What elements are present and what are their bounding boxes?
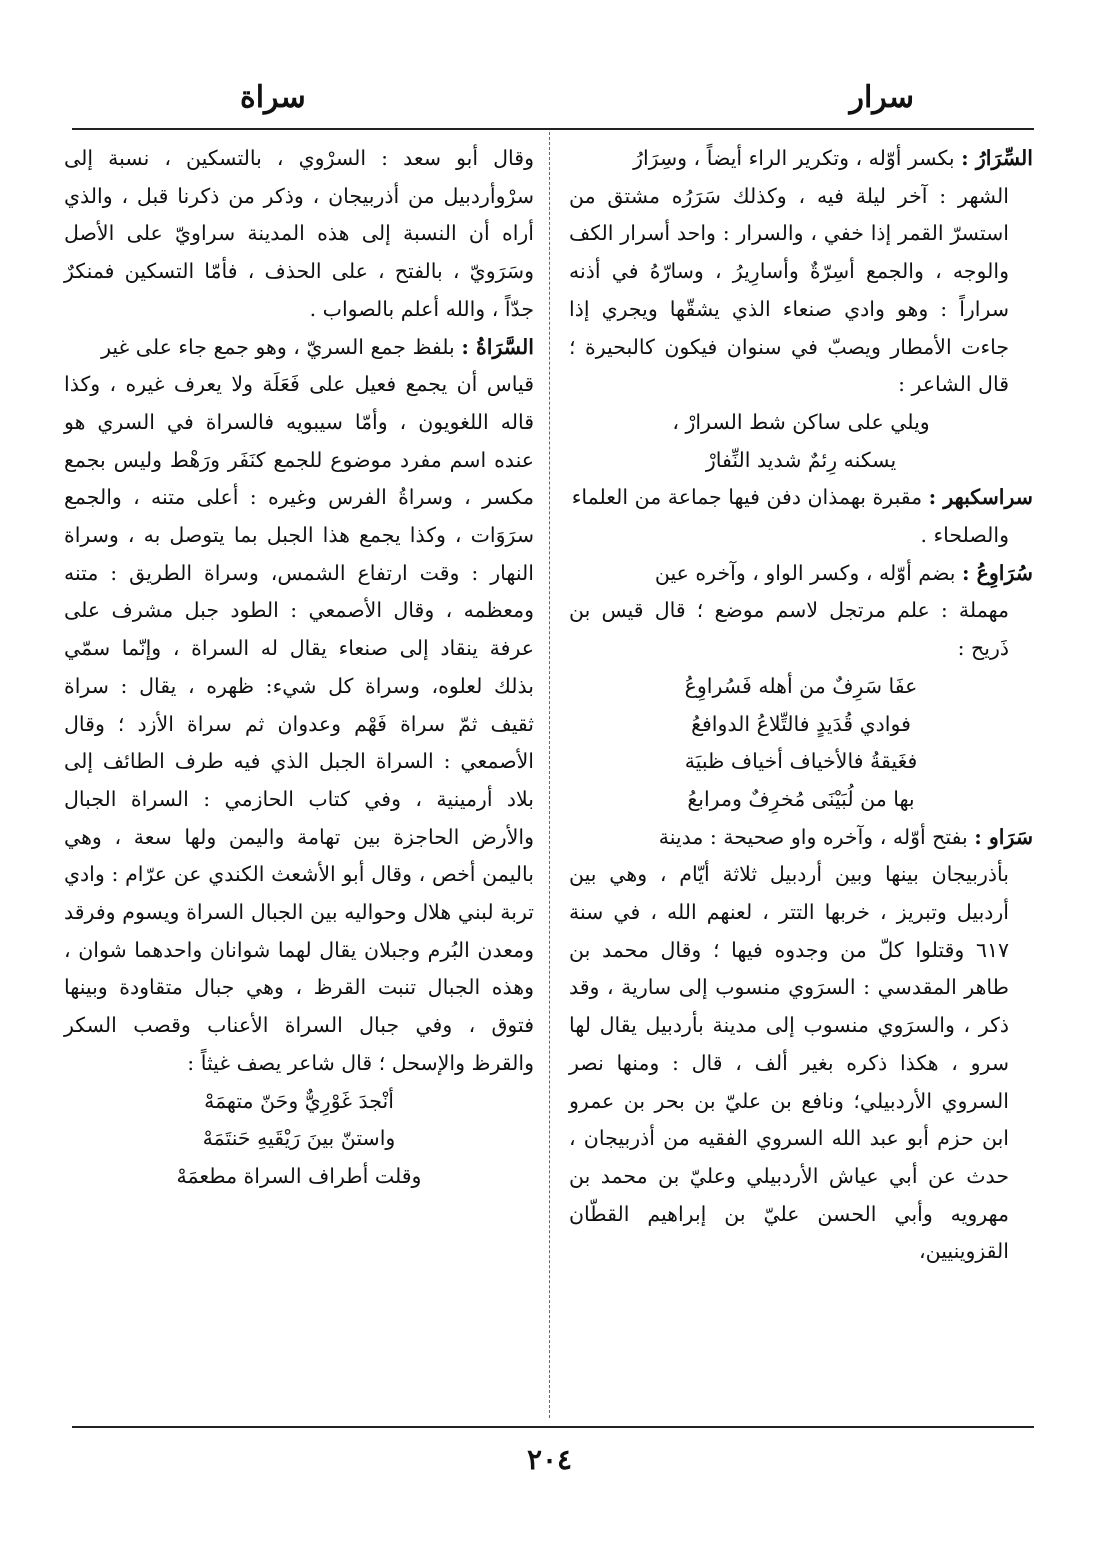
entry-text: بضم أوّله ، وكسر الواو ، وآخره عين [654, 560, 956, 585]
header-rule [72, 128, 1034, 130]
headword: سراسكبهر : [928, 485, 1033, 510]
entry-body: قياس أن يجمع فعيل على فَعَلَة ولا يعرف غيره ، وكذا قاله اللغويون ، وأمّا سيبويه فالسراة في السري هو عنده اسم مفرد موضوع للجمع كنَفَر ورَهْط وليس بجمع مكسر ، وسراةُ الفرس وغيره : أعلى متنه ، والجمع سرَوَات ، وكذا يجمع هذا الجبل بما يتوصل به ، وسراة النهار : وقت ارتفاع الشمس، وسراة الطريق : متنه ومعظمه ، وقال الأصمعي : الطود جبل مشرف على عرفة ينقاد إلى صنعاء يقال له السراة ، وإنّما سمّي بذلك لعلوه، وسراة كل شيء: ظهره ، يقال : سراة ثقيف ثمّ سراة فَهْم وعدوان ثم سراة الأزد ؛ وقال الأصمعي : السراة الجبل الذي فيه طرف الطائف إلى بلاد أرمينية ، وفي كتاب الحازمي : السراة الجبال والأرض الحاجزة بين تهامة واليمن ولها سعة ، وهي باليمن أخص ، وقال أبو الأشعث الكندي عن عرّام : وادي تربة لبني هلال وحواليه بين الجبال السراة ويسوم وفرقد ومعدن البُرم وجبلان يقال لهما شوانان واحدهما شوان ، وهذه الجبال تنبت القرظ ، وهي جبال متقاودة وبينها فتوق ، وفي جبال السراة الأعناب وقصب السكر والقرظ والإسحل ؛ قال شاعر يصف غيثاً : [64, 372, 534, 1075]
entry-saraskabhar [569, 479, 1033, 554]
verse-line: بها من لُبَيْنَى مُخرِفٌ ومرابعُ [687, 786, 915, 811]
verse-line: واستنّ بينَ رَيْقَيهِ حَنتَمَهْ [202, 1126, 396, 1151]
verse [569, 404, 1033, 479]
page-number: ٢٠٤ [526, 1443, 573, 1476]
headword: سُرَاوِعُ : [961, 560, 1033, 585]
running-header-left: سراة [240, 80, 306, 115]
verse-line: وقلت أطراف السراة مطعمَهْ [176, 1163, 422, 1188]
entry-body: بأذربيجان بينها وبين أردبيل ثلاثة أيّام ، وهي بين أردبيل وتبريز ، خربها التتر ، لعنهم الله ، في سنة ٦١٧ وقتلوا كلّ من وجدوه فيها ؛ وقال محمد بن طاهر المقدسي : السرَوي منسوب إلى سارية ، وقد ذكر ، والسرَوي منسوب إلى مدينة بأردبيل يقال لها سرو ، هكذا ذكره بغير ألف ، قال : ومنها نصر السروي الأردبيلي؛ ونافع بن عليّ بن بحر بن عمرو ابن حزم أبو عبد الله السروي الفقيه من أذربيجان ، حدث عن أبي عياش الأردبيلي وعليّ بن محمد بن مهرويه وأبي الحسن عليّ بن إبراهيم القطّان القزوينيين، [569, 862, 1009, 1264]
verse-line: يسكنه رِئمٌ شديد النِّفارْ [705, 447, 897, 472]
verse-line: أنْجدَ غَوْرِيٌّ وحَنّ متهمَهْ [204, 1088, 394, 1113]
verse [569, 668, 1033, 819]
entry-saraw [569, 819, 1033, 1271]
footer-rule [72, 1426, 1034, 1428]
continuation-text: وقال أبو سعد : السرْوي ، بالتسكين ، نسبة إلى سرْوأردبيل من أذربيجان ، وذكر من ذكرنا قبل ، والذي أراه أن النسبة إلى هذه المدينة سراويّ على الأصل وسَرَويّ ، بالفتح ، على الحذف ، فأمّا التسكين فمنكرٌ جدّاً ، والله أعلم بالصواب . [64, 146, 534, 321]
entry-body: مهملة : علم مرتجل لاسم موضع ؛ قال قيس بن ذَريح : [569, 598, 1009, 661]
entry-text: بلفظ جمع السريّ ، وهو جمع جاء على غير [101, 334, 455, 359]
headword: سَرَاو : [974, 824, 1033, 849]
right-column [569, 140, 1033, 1271]
running-header-right: سرار [849, 80, 914, 115]
entry-text: بفتح أوّله ، وآخره واو صحيحة : مدينة [658, 824, 968, 849]
verse-line: فغَيقةُ فالأخياف أخياف ظبيَة [684, 749, 918, 774]
verse-line: عفَا سَرِفٌ من أهله فَسُراوِعُ [684, 673, 918, 698]
entry-text: مقبرة بهمذان دفن فيها جماعة من العلماء [571, 485, 923, 510]
headword: السَّرَاةُ : [461, 334, 534, 359]
verse [64, 1083, 534, 1196]
verse-line: فوادي قُدَيدٍ فالتِّلاعُ الدوافعُ [691, 711, 911, 736]
entry-sirar [569, 140, 1033, 479]
left-column [64, 140, 534, 1196]
entry-surawi [569, 555, 1033, 819]
entry-body: الشهر : آخر ليلة فيه ، وكذلك سَرَرُه مشتق من استسرّ القمر إذا خفي ، والسرار : واحد أسرار الكف والوجه ، والجمع أسِرّةٌ وأسارِيرُ ، وسارّهُ في أذنه سراراً : وهو وادي صنعاء الذي يشقّها ويجري إذا جاءت الأمطار ويصبّ في سنوان فيكون كالبحيرة ؛ قال الشاعر : [569, 183, 1009, 397]
entry-body: والصلحاء . [920, 523, 1009, 548]
entry-text: بكسر أوّله ، وتكرير الراء أيضاً ، وسِرَارُ [633, 146, 955, 170]
headword: السِّرَارُ : [961, 146, 1033, 170]
entry-sarat [64, 329, 534, 1196]
verse-line: ويلي على ساكن شط السرارْ ، [672, 409, 930, 434]
column-divider [549, 132, 550, 1418]
